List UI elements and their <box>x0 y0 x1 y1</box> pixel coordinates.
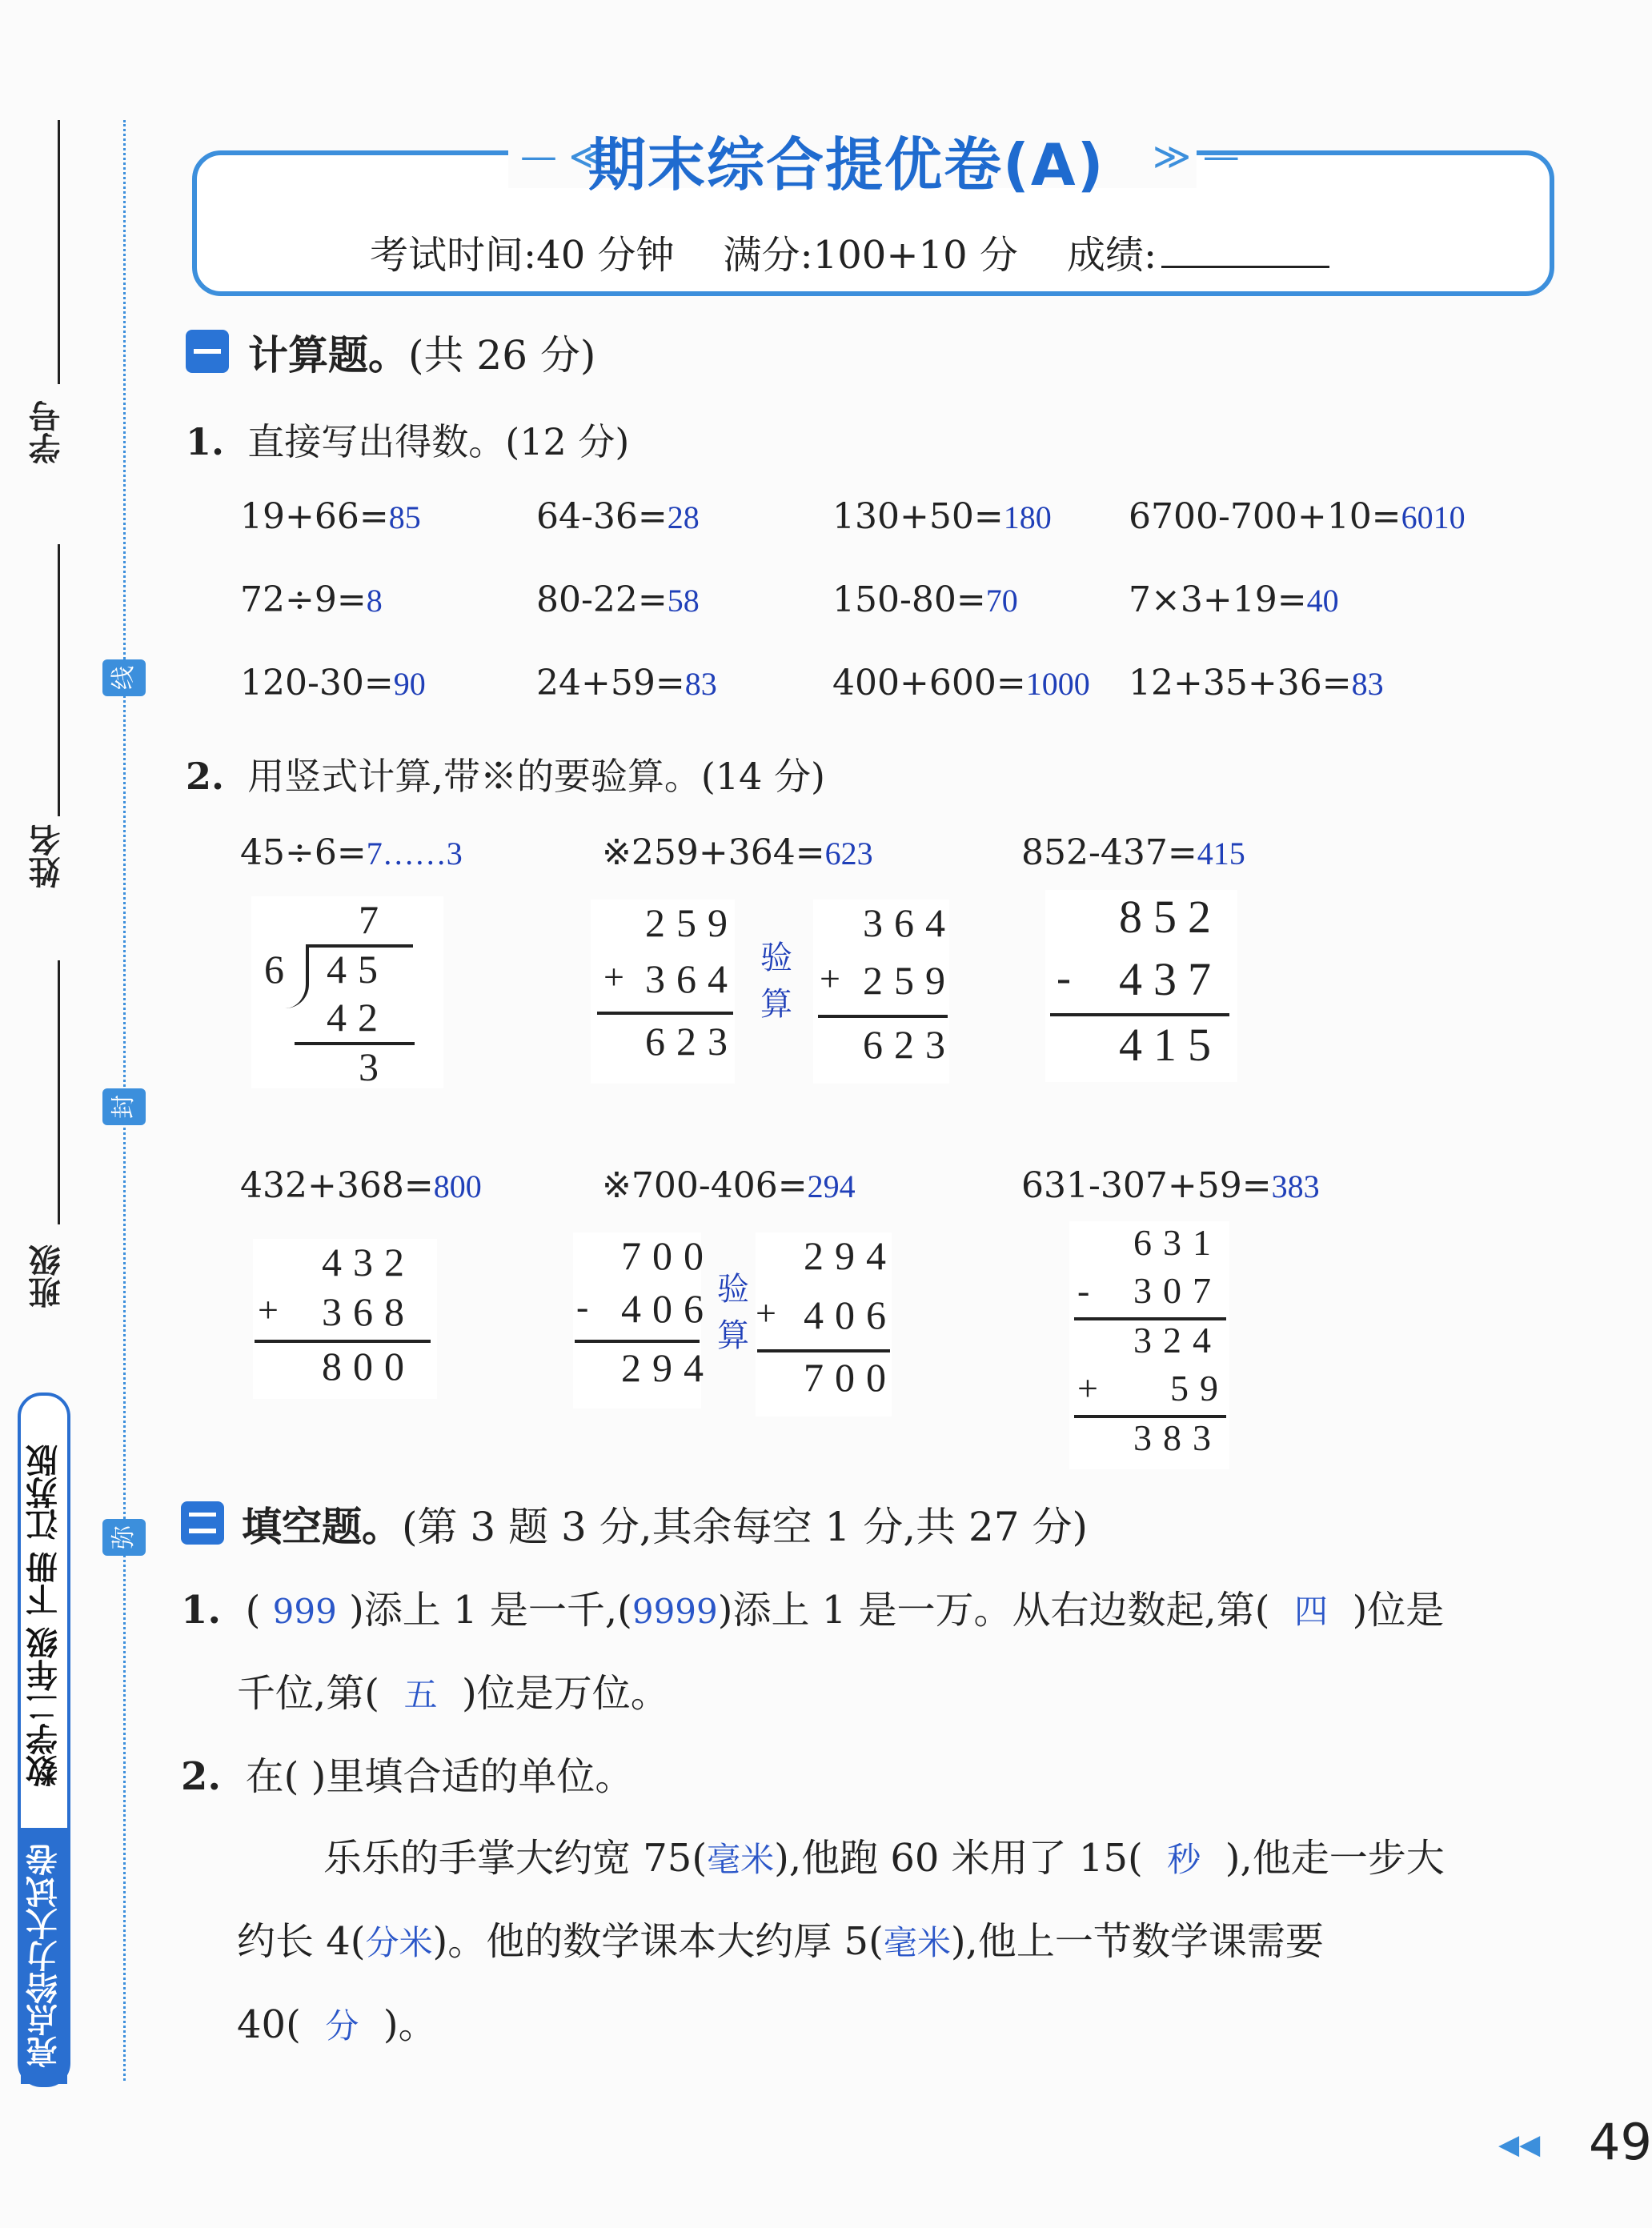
division-bracket <box>285 944 309 1008</box>
answer: 294 <box>807 1168 856 1204</box>
vertical-problem-2 <box>602 832 873 873</box>
oral-calc-item <box>1129 663 1384 703</box>
oral-calc-item <box>1129 496 1466 537</box>
plus-sign: + <box>258 1289 290 1330</box>
answer: 五 <box>403 1675 438 1714</box>
section-two-heading: 填空题。 <box>242 1504 402 1550</box>
expression: 45÷6= <box>240 832 367 873</box>
oral-calc-item <box>240 663 426 703</box>
answer: 毫米 <box>707 1840 775 1879</box>
section-one-badge-icon <box>186 330 229 373</box>
text-segment: 乐乐的手掌大约宽 75( <box>323 1836 708 1881</box>
oral-calc-item <box>240 496 421 537</box>
seal-tag-feng: 封 <box>102 1088 146 1125</box>
title-right-ornament-icon: ≫ — <box>1153 134 1240 178</box>
expression: 150-80= <box>832 579 986 620</box>
answer: 58 <box>667 583 700 619</box>
question-2-2-line1 <box>323 1834 1445 1884</box>
difference: 294 <box>621 1345 715 1390</box>
oral-calc-item <box>536 579 700 620</box>
addend-b: 406 <box>804 1292 897 1337</box>
question-2-1 <box>181 1586 1444 1636</box>
answer: 999 <box>272 1592 337 1631</box>
expression: 6700-700+10= <box>1129 496 1401 537</box>
vertical-problem-6 <box>1021 1165 1320 1206</box>
sum: 623 <box>645 1019 739 1064</box>
section-one-title <box>248 323 595 381</box>
partial-product: 42 <box>327 995 389 1040</box>
vertical-subtraction <box>1045 890 1237 1082</box>
expression: 12+35+36= <box>1129 663 1352 703</box>
answer: 83 <box>1351 666 1384 702</box>
oral-calc-item <box>536 663 717 703</box>
question-1-1 <box>186 413 629 466</box>
expression: 631-307+59= <box>1021 1165 1272 1206</box>
text-segment: 40( <box>237 2002 301 2047</box>
text-segment: ),他上一节数学课需要 <box>950 1919 1324 1964</box>
section-one-heading: 计算题。 <box>248 332 408 379</box>
score-label: 成绩: <box>1066 233 1157 278</box>
expression: 64-36= <box>536 496 668 537</box>
sum-bar <box>757 1349 890 1352</box>
answer: 415 <box>1197 836 1245 872</box>
verify-char-2: 算 <box>760 986 792 1023</box>
title-left-ornament-icon: — ≪ <box>520 134 607 178</box>
minuend: 852 <box>1119 891 1222 943</box>
expression: ※700-406= <box>602 1165 808 1206</box>
addend-a: 364 <box>863 900 956 945</box>
text-segment: )添上 1 是一千,( <box>349 1588 632 1633</box>
question-number: 2. <box>181 1754 222 1799</box>
brand-logo: 亮点给力大试卷 <box>21 1828 67 2084</box>
text-segment: )。 <box>383 2002 437 2047</box>
expression: 400+600= <box>832 663 1026 703</box>
name-line <box>58 544 60 816</box>
text-segment: )位是 <box>1352 1588 1445 1633</box>
dividend: 45 <box>327 947 389 992</box>
exam-time: 考试时间:40 分钟 <box>370 233 675 278</box>
question-text: 直接写出得数。(12 分) <box>247 420 630 463</box>
question-2-2-line2 <box>237 1917 1324 1967</box>
difference: 415 <box>1119 1019 1222 1071</box>
answer: 毫米 <box>883 1923 951 1962</box>
intermediate-result: 324 <box>1133 1320 1222 1360</box>
expression: 432+368= <box>240 1165 434 1206</box>
plus-sign: + <box>820 958 852 999</box>
question-1-2 <box>186 747 825 800</box>
expression: 120-30= <box>240 663 394 703</box>
text-segment: ( <box>245 1588 261 1633</box>
oral-calc-item <box>240 579 383 620</box>
plus-sign: + <box>1077 1368 1109 1409</box>
vertical-problem-1 <box>240 832 463 873</box>
minuend: 631 <box>1133 1222 1222 1263</box>
full-score: 满分:100+10 分 <box>723 233 1018 278</box>
addend-b: 368 <box>322 1289 415 1334</box>
text-segment: )添上 1 是一万。从右边数起,第( <box>717 1588 1270 1633</box>
minus-sign: - <box>1057 953 1082 1001</box>
oral-calc-item <box>832 496 1052 537</box>
verify-char-1: 验 <box>760 940 792 976</box>
answer: 623 <box>824 836 873 872</box>
subtrahend: 307 <box>1133 1270 1222 1311</box>
text-segment: 千位,第( <box>237 1671 379 1716</box>
sum: 800 <box>322 1344 415 1388</box>
minus-sign: - <box>576 1286 600 1327</box>
class-line <box>58 960 60 1224</box>
book-brand-banner <box>18 1392 70 2087</box>
addend-b: 259 <box>863 958 956 1003</box>
addend-a: 294 <box>804 1233 897 1278</box>
vertical-addition <box>253 1239 437 1399</box>
section-one-points: (共 26 分) <box>408 332 596 379</box>
exam-title: 期末综合提优卷(A) <box>588 131 1105 198</box>
verify-label <box>717 1266 749 1359</box>
text-segment: )。他的数学课本大约厚 5( <box>432 1919 884 1964</box>
class-label: 班级 <box>29 1244 66 1308</box>
remainder: 3 <box>359 1044 390 1089</box>
addend: 59 <box>1170 1368 1229 1409</box>
answer: 70 <box>985 583 1018 619</box>
verify-char-2: 算 <box>717 1317 749 1354</box>
subtrahend: 437 <box>1119 953 1222 1005</box>
subtraction-bar <box>295 1042 415 1045</box>
answer: 6010 <box>1401 499 1466 535</box>
plus-sign: + <box>603 956 636 997</box>
text-segment: ),他跑 60 米用了 15( <box>774 1836 1143 1881</box>
vertical-addition <box>591 900 739 1084</box>
answer: 90 <box>393 666 426 702</box>
exam-info <box>370 224 1329 279</box>
expression: 19+66= <box>240 496 389 537</box>
answer: 分米 <box>365 1923 433 1962</box>
name-label: 姓名 <box>29 824 66 888</box>
section-two-title <box>242 1495 1088 1553</box>
question-2-2 <box>181 1753 633 1801</box>
expression: 7×3+19= <box>1129 579 1307 620</box>
question-text: 在( )里填合适的单位。 <box>245 1754 634 1799</box>
answer: 383 <box>1271 1168 1320 1204</box>
question-text: 用竖式计算,带※的要验算。(14 分) <box>247 755 825 798</box>
answer: 9999 <box>632 1592 718 1631</box>
book-info: 数学二年级 下册 江苏版 <box>26 1445 63 1787</box>
oral-calc-item <box>832 579 1018 620</box>
question-number: 1. <box>186 420 225 463</box>
addend-a: 259 <box>645 900 739 945</box>
oral-calc-item <box>536 496 700 537</box>
vertical-problem-3 <box>1021 832 1245 873</box>
addend-b: 364 <box>645 956 739 1001</box>
score-blank[interactable] <box>1161 266 1329 268</box>
answer: 8 <box>366 583 383 619</box>
subtrahend: 406 <box>621 1286 715 1331</box>
student-no-line <box>58 120 60 384</box>
answer: 四 <box>1294 1592 1329 1631</box>
expression: 72÷9= <box>240 579 367 620</box>
question-number: 1. <box>181 1588 222 1633</box>
vertical-addition-check <box>756 1232 897 1417</box>
expression: 852-437= <box>1021 832 1197 873</box>
text-segment: ),他走一步大 <box>1225 1836 1445 1881</box>
answer: 85 <box>388 499 421 535</box>
student-no-label: 学号 <box>29 400 66 464</box>
final-result: 383 <box>1133 1417 1222 1458</box>
answer: 83 <box>684 666 717 702</box>
text-segment: )位是万位。 <box>462 1671 669 1716</box>
sum: 623 <box>863 1022 956 1067</box>
vertical-subtraction <box>573 1232 715 1409</box>
verify-label <box>760 935 792 1028</box>
answer: 分 <box>325 2006 359 2046</box>
vertical-problem-5 <box>602 1165 856 1206</box>
answer: 28 <box>667 499 700 535</box>
verify-char-1: 验 <box>717 1271 749 1308</box>
answer: 40 <box>1306 583 1339 619</box>
question-2-1-cont <box>237 1669 669 1719</box>
plus-sign: + <box>756 1292 788 1333</box>
vertical-addition-check <box>813 900 956 1084</box>
question-2-2-line3 <box>237 2001 437 2050</box>
answer: 秒 <box>1167 1840 1201 1879</box>
sum-bar <box>597 1012 733 1015</box>
text-segment: 约长 4( <box>237 1919 366 1964</box>
answer: 7……3 <box>366 836 463 872</box>
expression: ※259+364= <box>602 832 825 873</box>
section-two-points: (第 3 题 3 分,其余每空 1 分,共 27 分) <box>402 1504 1089 1550</box>
expression: 80-22= <box>536 579 668 620</box>
difference-bar <box>1050 1013 1229 1016</box>
section-two-badge-icon <box>181 1501 224 1545</box>
vertical-problem-4 <box>240 1165 482 1206</box>
addend-a: 432 <box>322 1240 415 1284</box>
minus-sign: - <box>1077 1270 1101 1311</box>
question-number: 2. <box>186 755 225 798</box>
difference-bar <box>575 1340 700 1343</box>
sum-bar <box>818 1015 948 1018</box>
sum: 700 <box>804 1355 897 1400</box>
expression: 24+59= <box>536 663 685 703</box>
seal-tag-mi: 弥 <box>102 1519 146 1556</box>
answer: 180 <box>1003 499 1052 535</box>
answer: 800 <box>433 1168 482 1204</box>
vertical-mixed-calc <box>1069 1221 1229 1469</box>
quotient: 7 <box>359 897 390 942</box>
divisor: 6 <box>264 947 295 992</box>
seal-tag-xian: 线 <box>102 659 146 696</box>
page-arrows-icon: ◀◀ <box>1498 2129 1541 2161</box>
page-number: 49 <box>1589 2113 1652 2171</box>
oral-calc-item <box>1129 579 1339 620</box>
long-division <box>251 896 443 1088</box>
oral-calc-item <box>832 663 1090 703</box>
minuend: 700 <box>621 1233 715 1278</box>
answer: 1000 <box>1025 666 1090 702</box>
expression: 130+50= <box>832 496 1004 537</box>
